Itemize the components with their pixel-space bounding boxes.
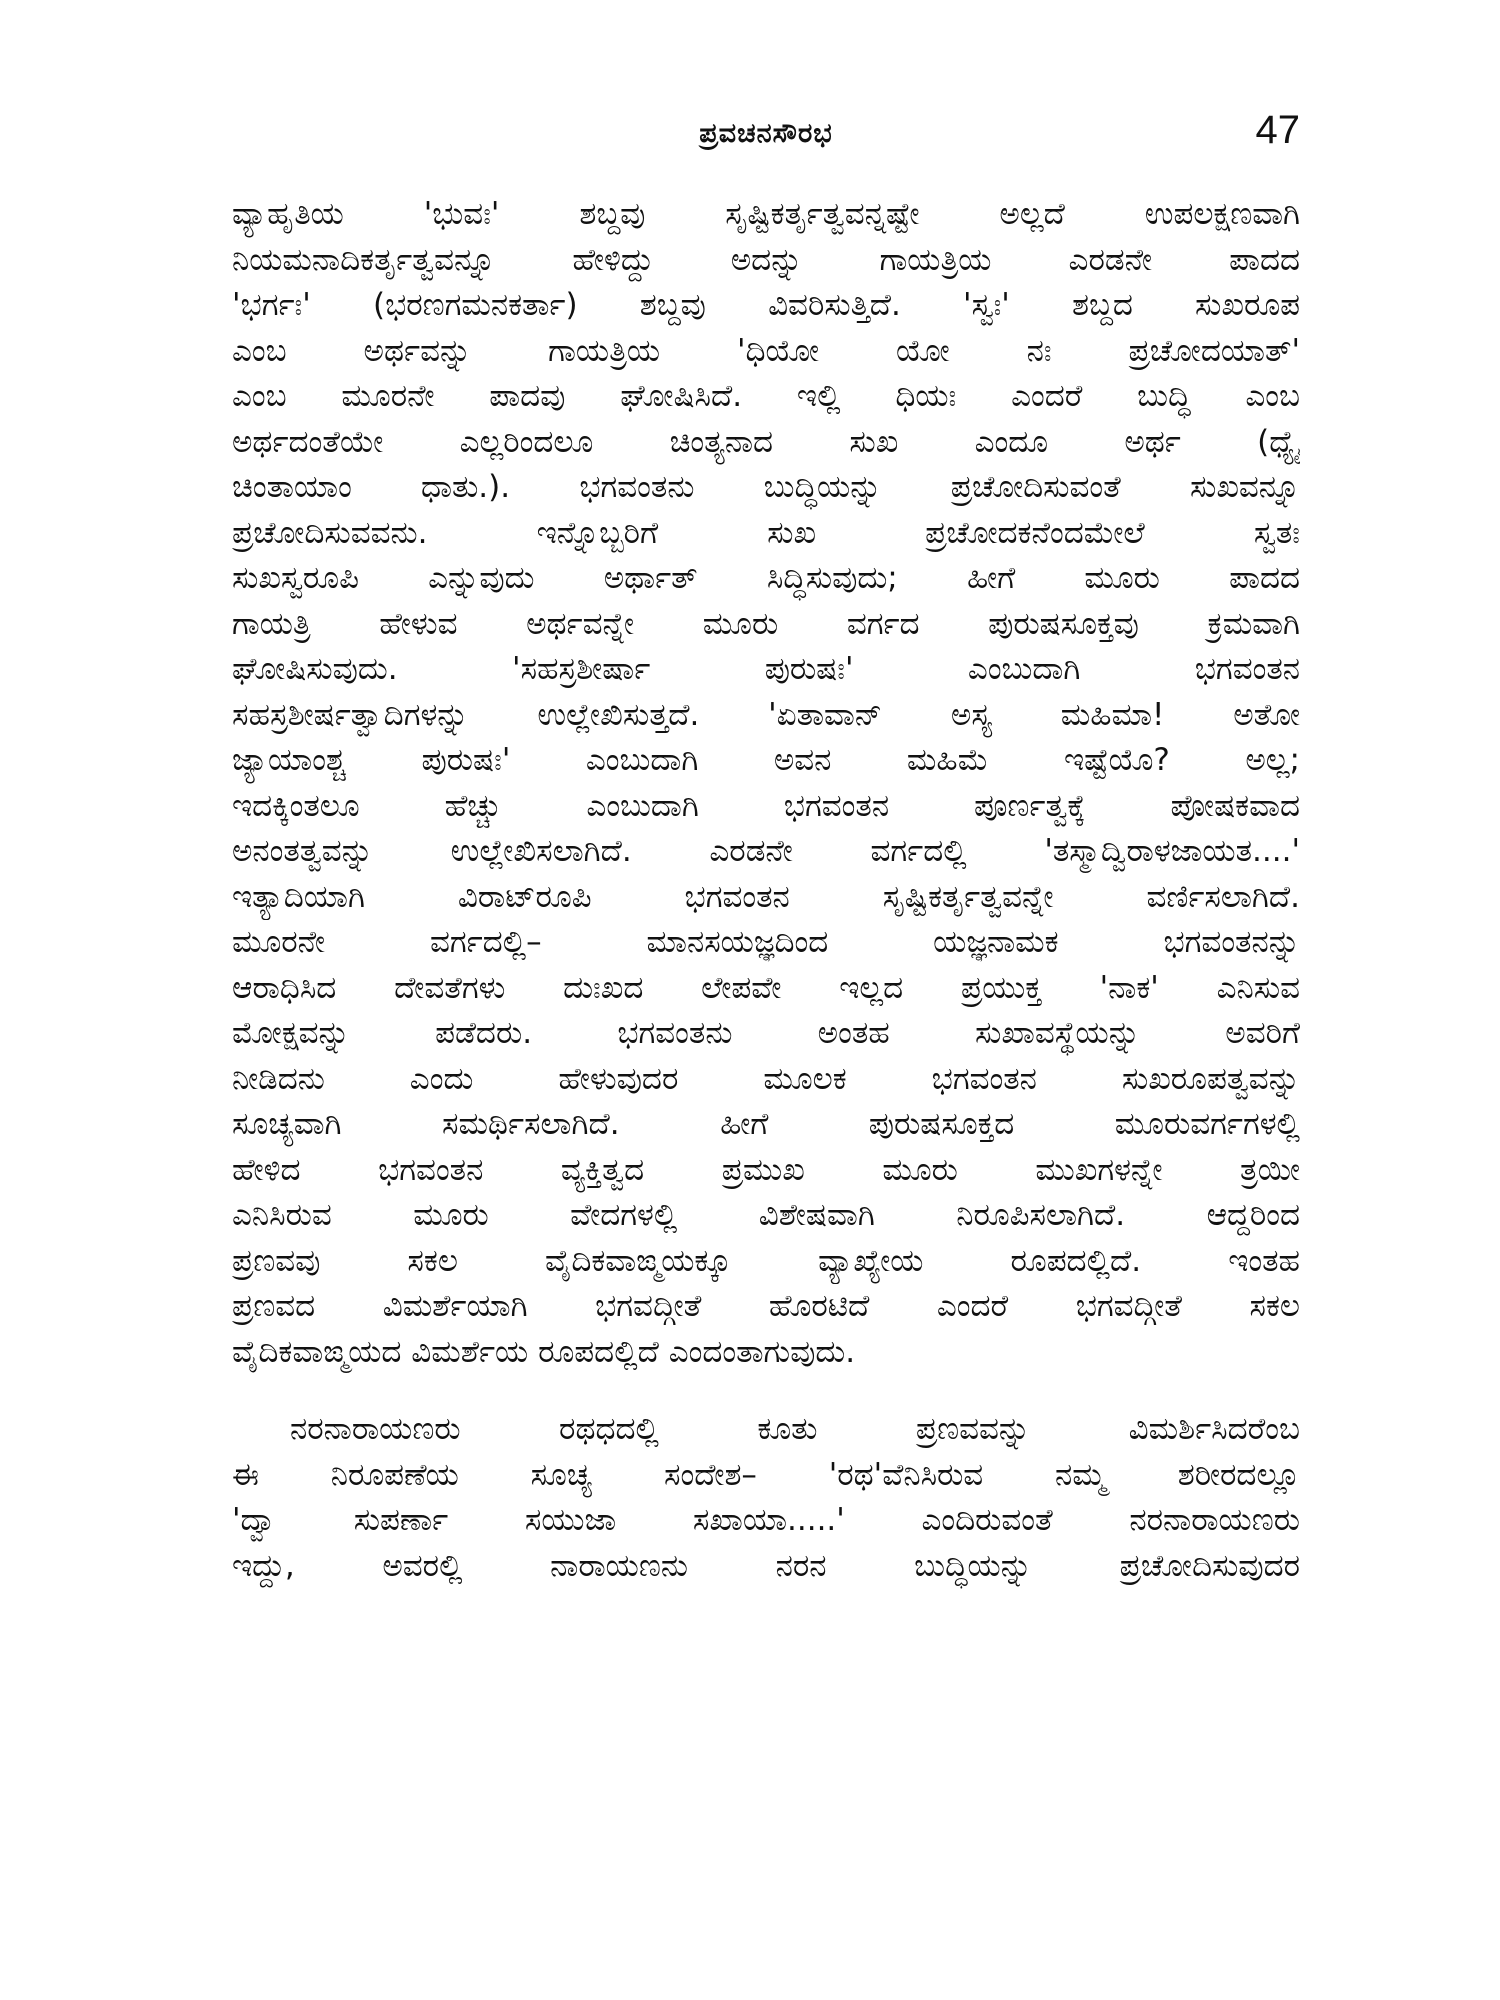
text-line: ಪ್ರಣವದ ವಿಮರ್ಶೆಯಾಗಿ ಭಗವದ್ಗೀತೆ ಹೊರಟಿದೆ ಎಂದರೆ ಭಗವದ್ಗೀತೆ ಸಕಲ <box>232 1288 1300 1324</box>
page-header <box>232 108 1300 168</box>
text-line: ಎಂಬ ಮೂರನೇ ಪಾದವು ಘೋಷಿಸಿದೆ. ಇಲ್ಲಿ ಧಿಯಃ ಎಂದರೆ ಬುದ್ಧಿ ಎಂಬ <box>232 378 1300 414</box>
text-line: ಆರಾಧಿಸಿದ ದೇವತೆಗಳು ದುಃಖದ ಲೇಪವೇ ಇಲ್ಲದ ಪ್ರಯುಕ್ತ 'ನಾಕ' ಎನಿಸುವ <box>232 969 1300 1006</box>
text-line: ಪ್ರಚೋದಿಸುವವನು. ಇನ್ನೊಬ್ಬರಿಗೆ ಸುಖ ಪ್ರಚೋದಕನೆಂದಮೇಲೆ ಸ್ವತಃ <box>232 514 1300 551</box>
page-number: 47 <box>1255 108 1300 152</box>
text-line: ಇದ್ದು, ಅವರಲ್ಲಿ ನಾರಾಯಣನು ನರನ ಬುದ್ಧಿಯನ್ನು ಪ್ರಚೋದಿಸುವುದರ <box>232 1547 1300 1584</box>
paragraph-2 <box>232 1407 1300 1589</box>
paragraph-1 <box>232 192 1300 1375</box>
text-line: ಅನಂತತ್ವವನ್ನು ಉಲ್ಲೇಖಿಸಲಾಗಿದೆ. ಎರಡನೇ ವರ್ಗದಲ್ಲಿ 'ತಸ್ಮಾದ್ವಿರಾಳಜಾಯತ....' <box>232 833 1300 869</box>
text-line: ಗಾಯತ್ರಿ ಹೇಳುವ ಅರ್ಥವನ್ನೇ ಮೂರು ವರ್ಗದ ಪುರುಷಸೂಕ್ತವು ಕ್ರಮವಾಗಿ <box>232 605 1300 642</box>
text-line: ನಿಯಮನಾದಿಕರ್ತೃತ್ವವನ್ನೂ ಹೇಳಿದ್ದು ಅದನ್ನು ಗಾಯತ್ರಿಯ ಎರಡನೇ ಪಾದದ <box>232 241 1300 278</box>
text-line: ಇದಕ್ಕಿಂತಲೂ ಹೆಚ್ಚು ಎಂಬುದಾಗಿ ಭಗವಂತನ ಪೂರ್ಣತ್ವಕ್ಕೆ ಪೋಷಕವಾದ <box>232 787 1300 824</box>
text-line: ನರನಾರಾಯಣರು ರಥಧದಲ್ಲಿ ಕೂತು ಪ್ರಣವವನ್ನು ವಿಮರ್ಶಿಸಿದರೆಂಬ <box>290 1411 1300 1447</box>
text-line: ಚಿಂತಾಯಾಂ ಧಾತು.). ಭಗವಂತನು ಬುದ್ಧಿಯನ್ನು ಪ್ರಚೋದಿಸುವಂತೆ ಸುಖವನ್ನೂ <box>232 469 1300 505</box>
text-line: ವೈದಿಕವಾಙ್ಮಯದ ವಿಮರ್ಶೆಯ ರೂಪದಲ್ಲಿದೆ ಎಂದಂತಾಗುವುದು. <box>232 1333 856 1370</box>
text-line: ಅರ್ಥದಂತೆಯೇ ಎಲ್ಲರಿಂದಲೂ ಚಿಂತ್ಯನಾದ ಸುಖ ಎಂದೂ ಅರ್ಥ (ಧ್ಯೈ <box>232 423 1300 460</box>
text-line: ಎಂಬ ಅರ್ಥವನ್ನು ಗಾಯತ್ರಿಯ 'ಧಿಯೋ ಯೋ ನಃ ಪ್ರಚೋದಯಾತ್' <box>232 332 1300 369</box>
text-line: ಇತ್ಯಾದಿಯಾಗಿ ವಿರಾಟ್‌ರೂಪಿ ಭಗವಂತನ ಸೃಷ್ಟಿಕರ್ತೃತ್ವವನ್ನೇ ವರ್ಣಿಸಲಾಗಿದೆ. <box>232 878 1300 915</box>
text-line: ಸೂಚ್ಯವಾಗಿ ಸಮರ್ಥಿಸಲಾಗಿದೆ. ಹೀಗೆ ಪುರುಷಸೂಕ್ತದ ಮೂರುವರ್ಗಗಳಲ್ಲಿ <box>232 1106 1300 1142</box>
text-line: 'ದ್ವಾ ಸುಪರ್ಣಾ ಸಯುಜಾ ಸಖಾಯಾ.....' ಎಂದಿರುವಂತೆ ನರನಾರಾಯಣರು <box>232 1502 1300 1538</box>
text-line: ಸುಖಸ್ವರೂಪಿ ಎನ್ನುವುದು ಅರ್ಥಾತ್ ಸಿದ್ಧಿಸುವುದು; ಹೀಗೆ ಮೂರು ಪಾದದ <box>232 560 1300 596</box>
text-line: ಈ ನಿರೂಪಣೆಯ ಸೂಚ್ಯ ಸಂದೇಶ– 'ರಥ'ವೆನಿಸಿರುವ ನಮ್ಮ ಶರೀರದಲ್ಲೂ <box>232 1456 1300 1493</box>
text-line: ಜ್ಯಾಯಾಂಶ್ಚ ಪುರುಷಃ' ಎಂಬುದಾಗಿ ಅವನ ಮಹಿಮೆ ಇಷ್ಟೆಯೊ? ಅಲ್ಲ; <box>232 742 1300 778</box>
text-line: ಮೋಕ್ಷವನ್ನು ಪಡೆದರು. ಭಗವಂತನು ಅಂತಹ ಸುಖಾವಸ್ಥೆಯನ್ನು ಅವರಿಗೆ <box>232 1015 1300 1051</box>
text-line: ಘೋಷಿಸುವುದು. 'ಸಹಸ್ರಶೀರ್ಷಾ ಪುರುಷಃ' ಎಂಬುದಾಗಿ ಭಗವಂತನ <box>232 651 1300 687</box>
running-title: ಪ್ರವಚನಸೌರಭ <box>699 118 833 149</box>
text-line: ಎನಿಸಿರುವ ಮೂರು ವೇದಗಳಲ್ಲಿ ವಿಶೇಷವಾಗಿ ನಿರೂಪಿಸಲಾಗಿದೆ. ಆದ್ದರಿಂದ <box>232 1197 1300 1233</box>
text-line: ವ್ಯಾಹೃತಿಯ 'ಭುವಃ' ಶಬ್ದವು ಸೃಷ್ಟಿಕರ್ತೃತ್ವವನ್ನಷ್ಟೇ ಅಲ್ಲದೆ ಉಪಲಕ್ಷಣವಾಗಿ <box>232 196 1300 232</box>
text-line: ಮೂರನೇ ವರ್ಗದಲ್ಲಿ– ಮಾನಸಯಜ್ಞದಿಂದ ಯಜ್ಞನಾಮಕ ಭಗವಂತನನ್ನು <box>232 924 1300 960</box>
text-line: ಸಹಸ್ರಶೀರ್ಷತ್ವಾದಿಗಳನ್ನು ಉಲ್ಲೇಖಿಸುತ್ತದೆ. 'ಏತಾವಾನ್ ಅಸ್ಯ ಮಹಿಮಾ! ಅತೋ <box>232 696 1300 733</box>
text-line: ನೀಡಿದನು ಎಂದು ಹೇಳುವುದರ ಮೂಲಕ ಭಗವಂತನ ಸುಖರೂಪತ್ವವನ್ನು <box>232 1060 1300 1097</box>
body-text <box>232 192 1300 1589</box>
text-line: ಹೇಳಿದ ಭಗವಂತನ ವ್ಯಕ್ತಿತ್ವದ ಪ್ರಮುಖ ಮೂರು ಮುಖಗಳನ್ನೇ ತ್ರಯೀ <box>232 1151 1300 1188</box>
text-line: ಪ್ರಣವವು ಸಕಲ ವೈದಿಕವಾಙ್ಮಯಕ್ಕೂ ವ್ಯಾಖ್ಯೇಯ ರೂಪದಲ್ಲಿದೆ. ಇಂತಹ <box>232 1242 1300 1279</box>
text-line: 'ಭರ್ಗಃ' (ಭರಣಗಮನಕರ್ತಾ) ಶಬ್ದವು ವಿವರಿಸುತ್ತಿದೆ. 'ಸ್ವಃ' ಶಬ್ದದ ಸುಖರೂಪ <box>232 287 1300 323</box>
